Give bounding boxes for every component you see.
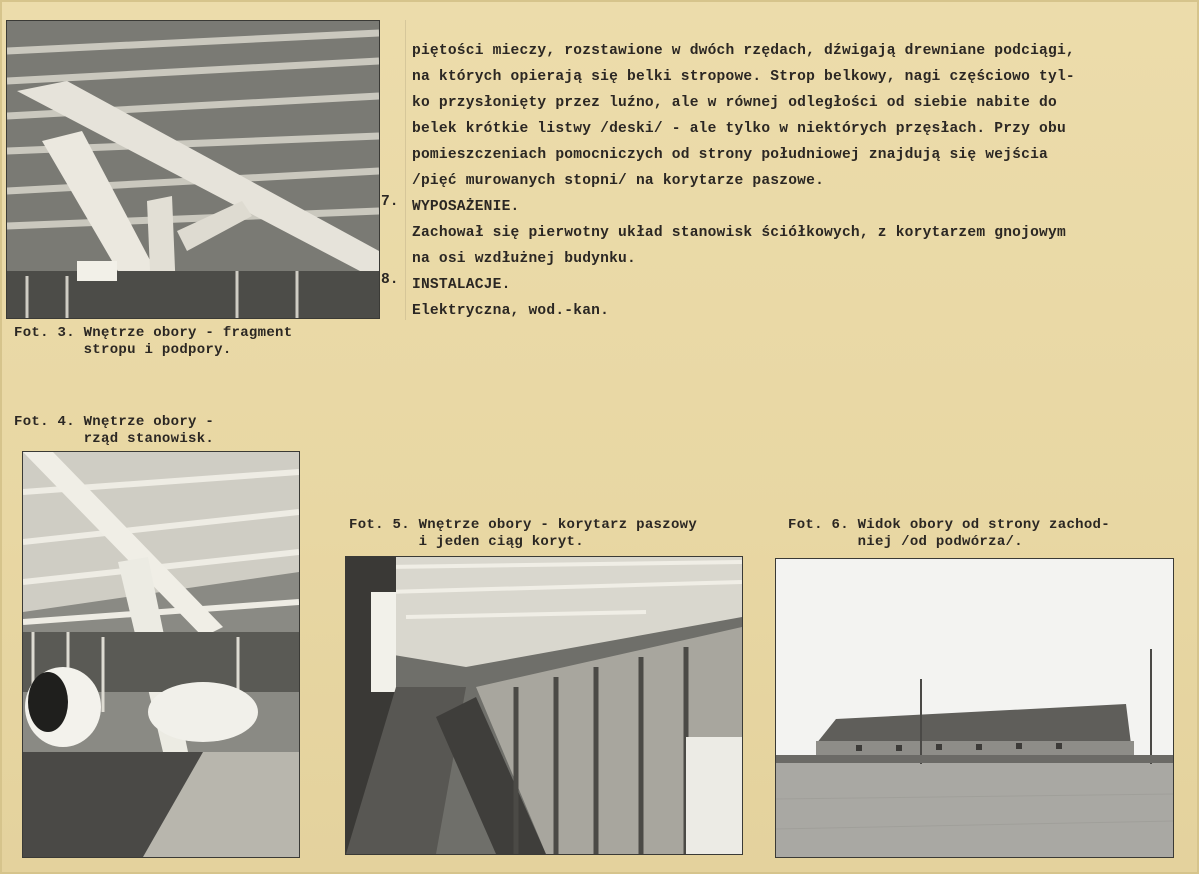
section-number-7: 7. — [381, 194, 399, 210]
section-number-8: 8. — [381, 272, 399, 288]
photo-5-feed-corridor — [345, 556, 743, 855]
caption-fot-4: Fot. 4. Wnętrze obory - rząd stanowisk. — [14, 414, 215, 447]
text-line: na których opierają się belki stropowe. Strop belkowy, nagi częściowo tyl- — [412, 69, 1075, 85]
text-line: pomieszczeniach pomocniczych od strony południowej znajdują się wejścia — [412, 147, 1048, 163]
caption-fot-3: Fot. 3. Wnętrze obory - fragment stropu i podpory. — [14, 325, 293, 358]
document-body-text — [412, 38, 1182, 324]
section-heading-wyposazenie: WYPOSAŻENIE. — [412, 199, 520, 215]
text-line: ko przysłonięty przez luźno, ale w równej odległości od siebie nabite do — [412, 95, 1057, 111]
photo-6-barn-exterior-west — [775, 558, 1174, 858]
photo-3-ceiling-and-support — [6, 20, 380, 319]
text-line: Elektryczna, wod.-kan. — [412, 303, 610, 319]
margin-rule — [405, 20, 406, 320]
photo-6-image — [776, 559, 1173, 857]
caption-fot-5: Fot. 5. Wnętrze obory - korytarz paszowy i jeden ciąg koryt. — [349, 517, 698, 550]
photo-4-row-of-stalls — [22, 451, 300, 858]
text-line: Zachował się pierwotny układ stanowisk ściółkowych, z korytarzem gnojowym — [412, 225, 1066, 241]
text-line: /pięć murowanych stopni/ na korytarze paszowe. — [412, 173, 825, 189]
photo-4-image — [23, 452, 299, 857]
photo-5-image — [346, 557, 742, 854]
caption-fot-6: Fot. 6. Widok obory od strony zachod- niej /od podwórza/. — [788, 517, 1110, 550]
section-heading-instalacje: INSTALACJE. — [412, 277, 511, 293]
photo-3-image — [7, 21, 379, 318]
text-line: na osi wzdłużnej budynku. — [412, 251, 636, 267]
text-line: piętości mieczy, rozstawione w dwóch rzędach, dźwigają drewniane podciągi, — [412, 43, 1075, 59]
text-line: belek krótkie listwy /deski/ - ale tylko w niektórych przęsłach. Przy obu — [412, 121, 1066, 137]
